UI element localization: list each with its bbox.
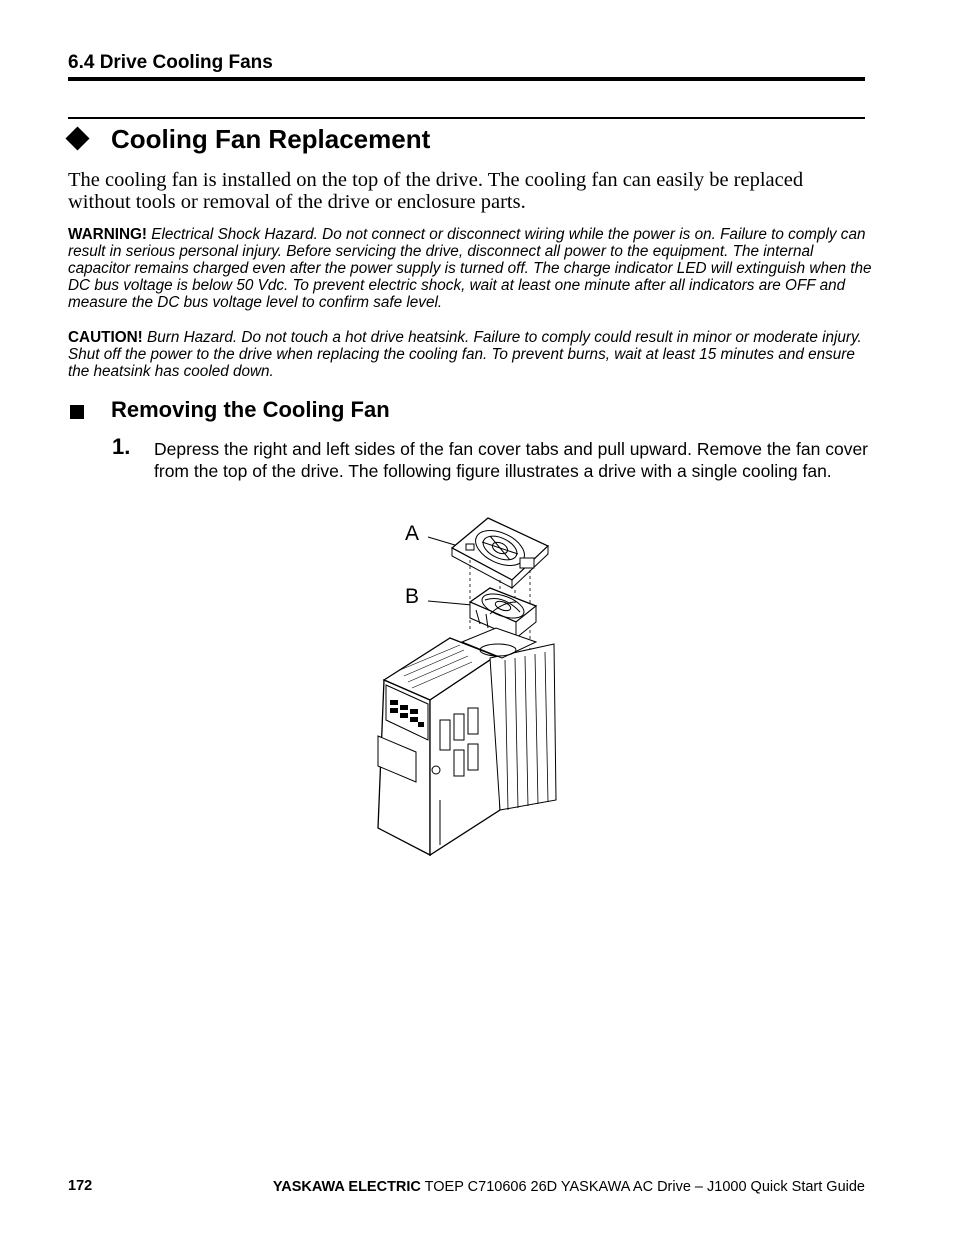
footer-brand: YASKAWA ELECTRIC: [272, 1179, 421, 1195]
warning-notice: [68, 226, 873, 311]
step-text: Depress the right and left sides of the fan cover tabs and pull upward. Remove the fan cover from the top of the drive. The following figure illustrates a drive with a single cooling fan.: [154, 439, 869, 481]
square-bullet-icon: [70, 405, 84, 419]
caution-label: CAUTION!: [68, 329, 143, 346]
subsection-title: Removing the Cooling Fan: [111, 397, 390, 422]
leader-line-b: [428, 601, 472, 605]
footer-text: [273, 1179, 865, 1195]
step-number: 1.: [112, 434, 131, 459]
page-number: 172: [68, 1178, 93, 1194]
footer-doc: TOEP C710606 26D YASKAWA AC Drive – J1000 Quick Start Guide: [420, 1179, 865, 1195]
drive-fan-illustration: [370, 510, 570, 860]
figure-label-a: A: [405, 522, 420, 545]
section-header: 6.4 Drive Cooling Fans: [68, 52, 273, 73]
warning-label: WARNING!: [68, 226, 148, 243]
fan-cover: [452, 518, 548, 588]
title-rule: [68, 117, 865, 119]
caution-text: Burn Hazard. Do not touch a hot drive heatsink. Failure to comply could result in minor or moderate injury. Shut off the power to the drive when replacing the cooling fan. To prevent burns, wait at least 15 minutes and ensure the heatsink has cooled down.: [68, 329, 862, 380]
figure-label-b: B: [405, 585, 420, 608]
page-title: Cooling Fan Replacement: [111, 124, 431, 154]
caution-notice: [68, 329, 873, 380]
intro-paragraph: The cooling fan is installed on the top of the drive. The cooling fan can easily be replaced without tools or removal of the drive or enclosure parts.: [68, 169, 804, 213]
warning-text: Electrical Shock Hazard. Do not connect or disconnect wiring while the power is on. Failure to comply can result in serious personal injury. Before servicing the drive, disconnect all power to the equipment. The internal capacitor remains charged even after the power supply is turned off. The charge indicator LED will extinguish when the DC bus voltage is below 50 Vdc. To prevent electric shock, wait at least one minute after all indicators are OFF and measure the DC bus voltage level to confirm safe level.: [68, 226, 872, 311]
header-rule: [68, 77, 865, 81]
drive-body: [378, 628, 556, 855]
diamond-bullet-icon: [65, 126, 89, 150]
